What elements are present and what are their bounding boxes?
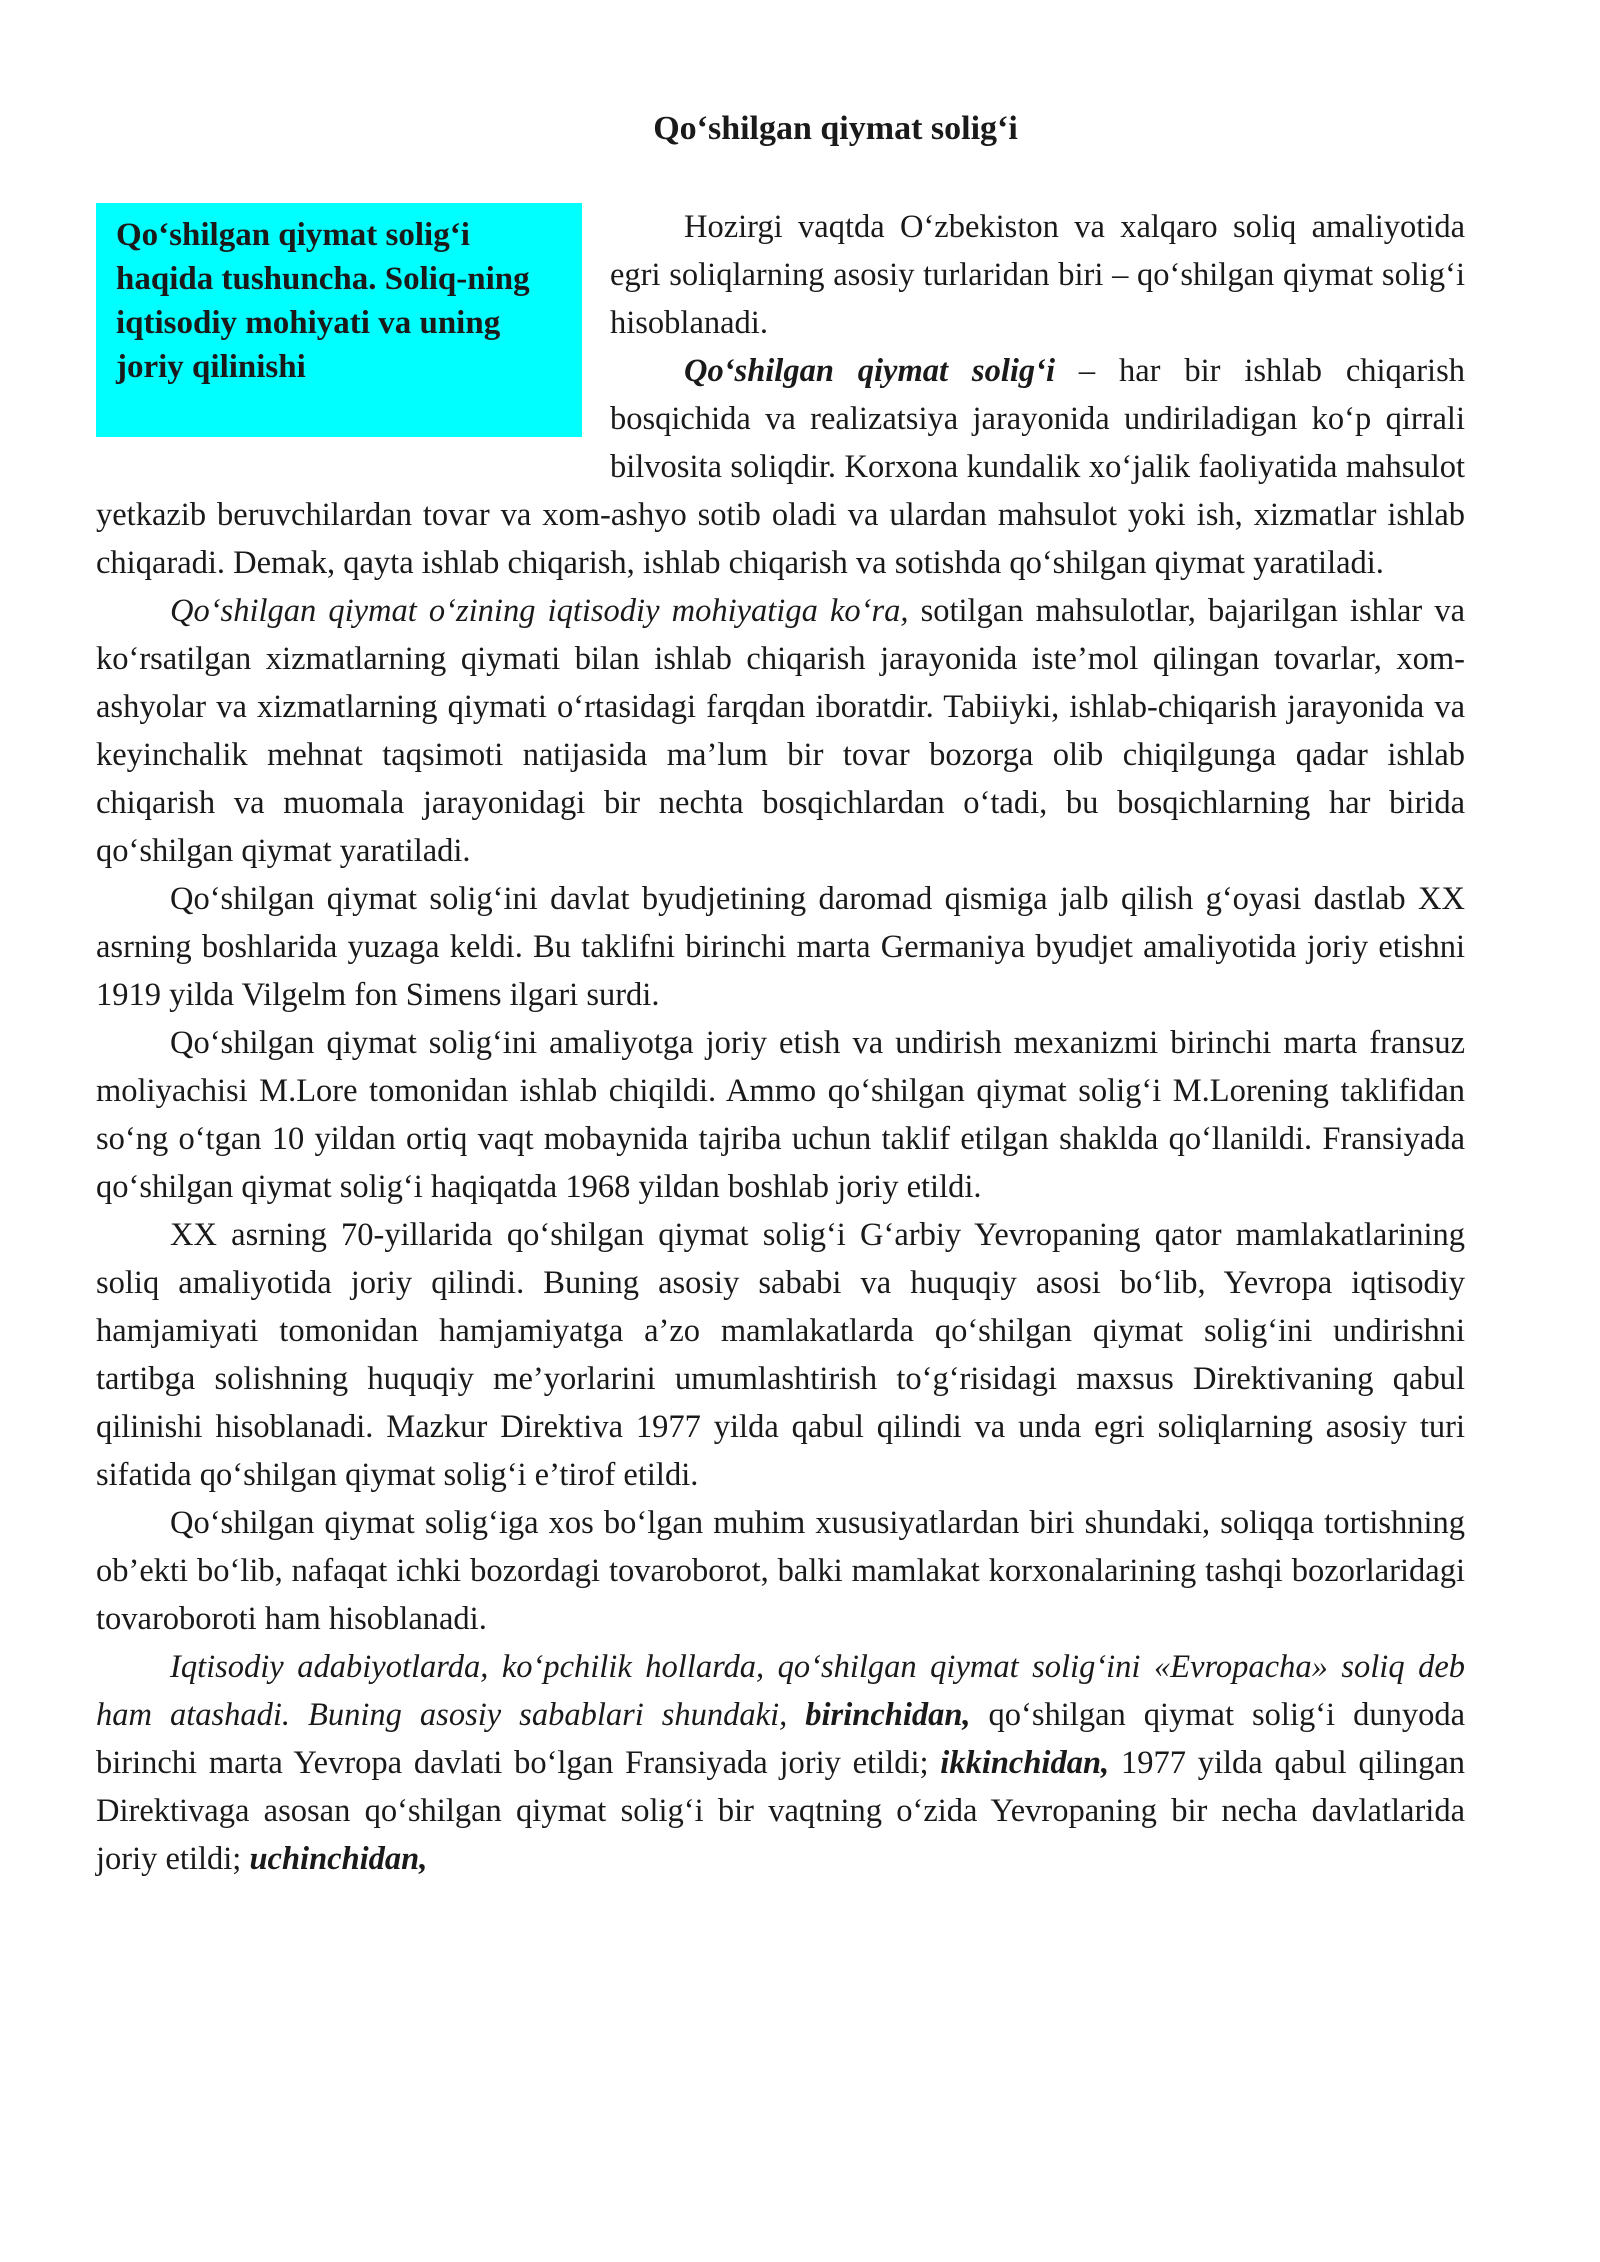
paragraph-8-text-1: qo‘shilgan qiymat solig‘i dunyoda birinchi marta Yevropa davlati bo‘lgan Fransiyada joriy etildi; [96, 1697, 1465, 1781]
enumeration-first: birinchidan, [805, 1697, 971, 1733]
paragraph-6: XX asrning 70-yillarida qo‘shilgan qiymat solig‘i G‘arbiy Yevropaning qator mamlakatlarining soliq amaliyotida joriy qilindi. Buning asosiy sababi va huquqiy asosi bo‘lib, Yevropa iqtisodiy hamjamiyati tomonidan hamjamiyatga a’zo mamlakatlarda qo‘shilgan qiymat solig‘ini undirishni tartibga solishning huquqiy me’yorlarini umumlashtirish to‘g‘risidagi maxsus Direktivaning qabul qilinishi hisoblanadi. Mazkur Direktiva 1977 yilda qabul qilindi va unda egri soliqlarning asosiy turi sifatida qo‘shilgan qiymat solig‘i e’tirof etildi. [96, 1217, 1465, 1493]
paragraph-7: Qo‘shilgan qiymat solig‘iga xos bo‘lgan muhim xususiyatlardan biri shundaki, soliqqa tortishning ob’ekti bo‘lib, nafaqat ichki bozordagi tovaroborot, balki mamlakat korxonalarining tashqi bozorlaridagi tovaroboroti ham hisoblanadi. [96, 1505, 1465, 1637]
section-heading-box: Qo‘shilgan qiymat solig‘i haqida tushuncha. Soliq-ning iqtisodiy mohiyati va uning joriy qilinishi [96, 203, 582, 437]
paragraph-4: Qo‘shilgan qiymat solig‘ini davlat byudjetining daromad qismiga jalb qilish g‘oyasi dastlab XX asrning boshlarida yuzaga keldi. Bu taklifni birinchi marta Germaniya byudjet amaliyotida joriy etishni 1919 yilda Vilgelm fon Simens ilgari surdi. [96, 881, 1465, 1013]
paragraph-5: Qo‘shilgan qiymat solig‘ini amaliyotga joriy etish va undirish mexanizmi birinchi marta fransuz moliyachisi M.Lore tomonidan ishlab chiqildi. Ammo qo‘shilgan qiymat solig‘i M.Lorening taklifidan so‘ng o‘tgan 10 yildan ortiq vaqt mobaynida tajriba uchun taklif etilgan shaklda qo‘llanildi. Fransiyada qo‘shilgan qiymat solig‘i haqiqatda 1968 yildan boshlab joriy etildi. [96, 1025, 1465, 1205]
defined-term: Qo‘shilgan qiymat solig‘i [684, 353, 1055, 389]
enumeration-third: uchinchidan, [249, 1841, 428, 1877]
paragraph-8-text-2: 1977 yilda qabul qilingan Direktivaga asosan qo‘shilgan qiymat solig‘i bir vaqtning o‘zida Yevropaning bir necha davlatlarida joriy etildi; [96, 1745, 1466, 1877]
paragraph-3-lead: Qo‘shilgan qiymat o‘zining iqtisodiy mohiyatiga ko‘ra, [170, 593, 909, 629]
enumeration-second: ikkinchidan, [940, 1745, 1110, 1781]
paragraph-3-text: sotilgan mahsulotlar, bajarilgan ishlar va ko‘rsatilgan xizmatlarning qiymati bilan ishlab chiqarish jarayonida iste’mol qilingan tovarlar, xom-ashyolar va xizmatlarning qiymati o‘rtasidagi farqdan iboratdir. Tabiiyki, ishlab-chiqarish jarayonida va keyinchalik mehnat taqsimoti natijasida ma’lum bir tovar bozorga olib chiqilgunga qadar ishlab chiqarish va muomala jarayonidagi bir nechta bosqichlardan o‘tadi, bu bosqichlarning har birida qo‘shilgan qiymat yaratiladi. [96, 593, 1465, 869]
paragraph-8-lead: Iqtisodiy adabiyotlarda, ko‘pchilik hollarda, qo‘shilgan qiymat solig‘ini «Evropacha» soliq deb ham atashadi. Buning asosiy sabablari shundaki, [96, 1649, 1465, 1733]
paragraph-2-text: – har bir ishlab chiqarish bosqichida va realizatsiya jarayonida undiriladigan ko‘p qirrali bilvosita soliqdir. Korxona kundalik xo‘jalik faoliyatida mahsulot yetkazib beruvchilardan tovar va xom-ashyo sotib oladi va ulardan mahsulot yoki ish, xizmatlar ishlab chiqaradi. Demak, qayta ishlab chiqarish, ishlab chiqarish va sotishda qo‘shilgan qiymat yaratiladi. [96, 353, 1465, 581]
page-title: Qo‘shilgan qiymat solig‘i [653, 110, 1018, 147]
paragraph-1-text: Hozirgi vaqtda O‘zbekiston va xalqaro soliq amaliyotida egri soliqlarning asosiy turlaridan biri – qo‘shilgan qiymat solig‘i hisoblanadi. [610, 209, 1465, 341]
paragraph-3 [96, 587, 1465, 875]
paragraph-8 [96, 1643, 1465, 1883]
